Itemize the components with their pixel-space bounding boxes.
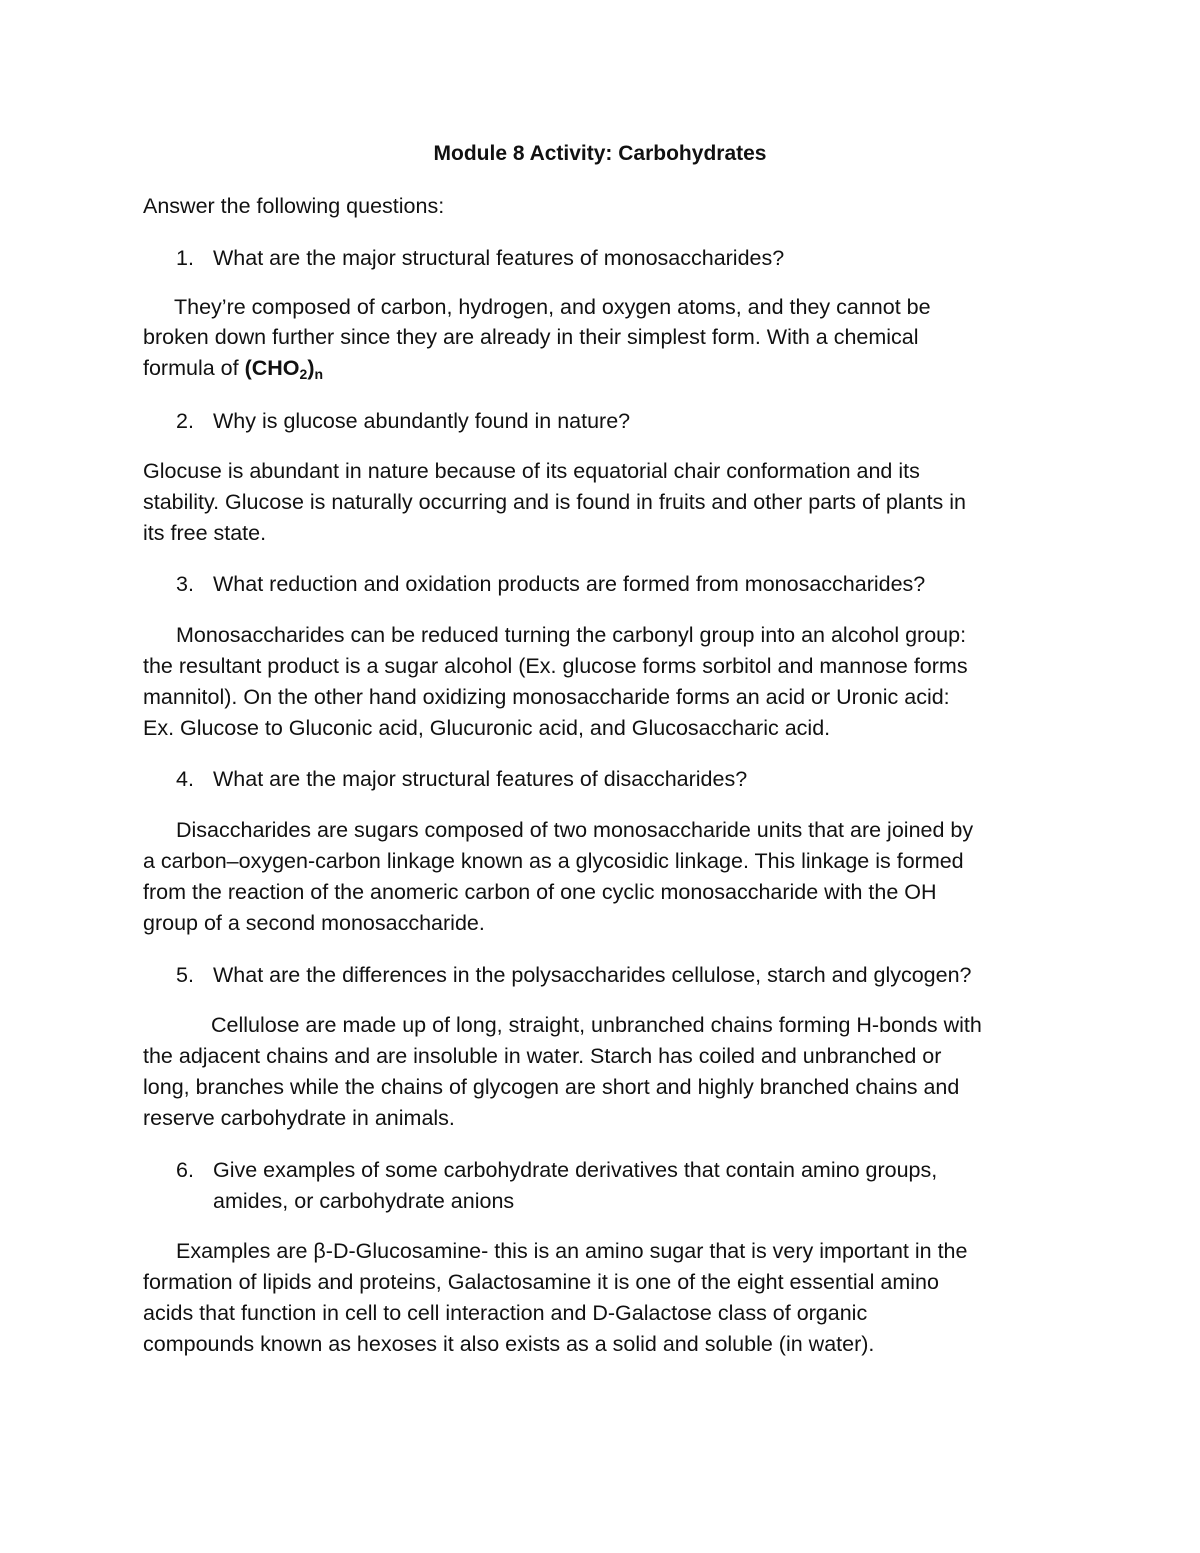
answer-line-formula [143, 353, 323, 384]
formula-close: ) [307, 356, 315, 380]
answer-line: Glocuse is abundant in nature because of its equatorial chair conformation and its [143, 459, 920, 483]
answer-line: They’re composed of carbon, hydrogen, and oxygen atoms, and they cannot be [174, 295, 931, 319]
question-number: 4. [176, 767, 194, 791]
answer-line: mannitol). On the other hand oxidizing monosaccharide forms an acid or Uronic acid: [143, 685, 950, 709]
question-text: Why is glucose abundantly found in nature? [213, 409, 631, 433]
answer-line: Cellulose are made up of long, straight, unbranched chains forming H-bonds with [211, 1013, 982, 1037]
answer-line: Ex. Glucose to Gluconic acid, Glucuronic acid, and Glucosaccharic acid. [143, 716, 831, 740]
question-number: 6. [176, 1158, 194, 1182]
question-number: 3. [176, 572, 194, 596]
answer-line: the adjacent chains and are insoluble in water. Starch has coiled and unbranched or [143, 1044, 942, 1068]
question-text: Give examples of some carbohydrate derivatives that contain amino groups, [213, 1158, 938, 1182]
question-text: What are the major structural features of monosaccharides? [213, 246, 785, 270]
answer-line: reserve carbohydrate in animals. [143, 1106, 455, 1130]
answer-line: Examples are β-D-Glucosamine- this is an amino sugar that is very important in the [176, 1239, 968, 1263]
document-title: Module 8 Activity: Carbohydrates [433, 142, 767, 165]
answer-line: the resultant product is a sugar alcohol (Ex. glucose forms sorbitol and mannose forms [143, 654, 968, 678]
question-number: 5. [176, 963, 194, 987]
instruction-text: Answer the following questions: [143, 194, 445, 218]
answer-line: broken down further since they are already in their simplest form. With a chemical [143, 325, 919, 349]
answer-line: acids that function in cell to cell interaction and D-Galactose class of organic [143, 1301, 868, 1325]
answer-line: long, branches while the chains of glycogen are short and highly branched chains and [143, 1075, 960, 1099]
answer-line: from the reaction of the anomeric carbon of one cyclic monosaccharide with the OH [143, 880, 937, 904]
formula-prefix: formula of [143, 356, 245, 380]
answer-line: stability. Glucose is naturally occurring and is found in fruits and other parts of plants in [143, 490, 966, 514]
formula-subscript-n: n [314, 366, 324, 382]
formula-open: (CHO [244, 356, 300, 380]
chemical-formula [245, 356, 323, 380]
question-text: What reduction and oxidation products are formed from monosaccharides? [213, 572, 926, 596]
question-text: What are the major structural features of disaccharides? [213, 767, 748, 791]
answer-line: its free state. [143, 521, 267, 545]
answer-line: formation of lipids and proteins, Galactosamine it is one of the eight essential amino [143, 1270, 939, 1294]
answer-line: Disaccharides are sugars composed of two monosaccharide units that are joined by [176, 818, 974, 842]
answer-line: Monosaccharides can be reduced turning the carbonyl group into an alcohol group: [176, 623, 967, 647]
answer-line: a carbon–oxygen-carbon linkage known as a glycosidic linkage. This linkage is formed [143, 849, 964, 873]
answer-line: group of a second monosaccharide. [143, 911, 485, 935]
question-text: What are the differences in the polysaccharides cellulose, starch and glycogen? [213, 963, 972, 987]
question-number: 2. [176, 409, 194, 433]
question-text: amides, or carbohydrate anions [213, 1189, 515, 1213]
answer-line: compounds known as hexoses it also exists as a solid and soluble (in water). [143, 1332, 875, 1356]
question-number: 1. [176, 246, 194, 270]
formula-subscript: 2 [299, 366, 308, 382]
